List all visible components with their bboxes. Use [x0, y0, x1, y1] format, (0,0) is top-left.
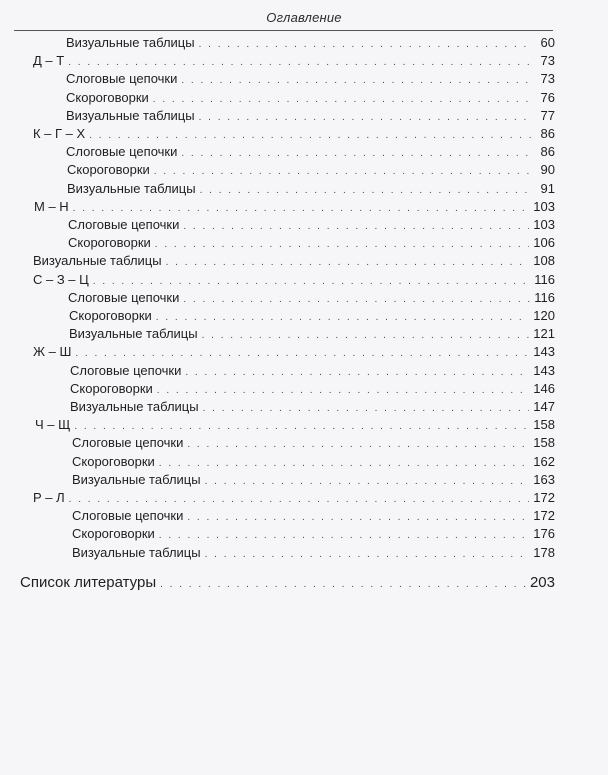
toc-page-number: 86: [540, 144, 555, 160]
toc-page-number: 76: [540, 89, 555, 105]
toc-page-number: 108: [533, 253, 555, 269]
toc-entry-label: Визуальные таблицы: [66, 107, 195, 123]
toc-entry-label: Скороговорки: [70, 380, 153, 396]
toc-entry-label: Слоговые цепочки: [68, 289, 180, 305]
toc-page-number: 103: [533, 198, 555, 214]
toc-entry-label: Визуальные таблицы: [33, 253, 162, 269]
running-header: Оглавление: [266, 10, 342, 25]
toc-entry-label: Р – Л: [33, 490, 65, 505]
toc-subsection: [69, 307, 555, 325]
toc-page-number: 106: [533, 235, 555, 251]
toc-subsection: [66, 89, 555, 107]
toc-section: [33, 489, 555, 507]
toc-page-number: 158: [533, 435, 555, 451]
toc-page-number: 176: [533, 526, 555, 542]
toc-entry-label: Визуальные таблицы: [72, 471, 201, 487]
toc-page-number: 73: [540, 53, 555, 69]
toc-entry-label: Скороговорки: [66, 89, 149, 105]
toc-entry-label: Визуальные таблицы: [69, 326, 198, 342]
toc-page-number: 91: [540, 180, 555, 196]
toc-subsection: [66, 143, 555, 161]
toc-page-number: 121: [533, 326, 555, 342]
toc-subsection: [68, 234, 555, 252]
toc-page-number: 158: [533, 417, 555, 433]
toc-page-number: 77: [540, 107, 555, 123]
toc-entry-label: С – З – Ц: [33, 271, 89, 287]
toc-section: [33, 125, 555, 143]
toc-page-number: 86: [540, 126, 555, 141]
toc-subsection: [72, 434, 555, 452]
toc-page-number: 147: [533, 399, 555, 414]
toc-page-number: 203: [529, 573, 555, 591]
toc-page-number: 60: [540, 35, 555, 50]
toc-section: [33, 52, 555, 70]
toc-page-number: 172: [533, 508, 555, 524]
toc-entry-label: Слоговые цепочки: [66, 71, 178, 87]
toc-entry-label: Д – Т: [33, 53, 65, 69]
toc-page-number: 143: [533, 344, 555, 360]
toc-entry-label: Слоговые цепочки: [70, 362, 182, 378]
toc-entry-label: Слоговые цепочки: [68, 217, 180, 232]
toc-entry-label: Скороговорки: [72, 453, 155, 469]
toc-subsection: [66, 70, 555, 88]
toc-subsection: [72, 471, 555, 489]
toc-entry-label: М – Н: [34, 198, 69, 214]
toc-subsection: [68, 216, 555, 234]
toc-subsection: [72, 525, 555, 543]
toc-section: [33, 252, 555, 270]
toc-entry-label: Визуальные таблицы: [67, 180, 196, 196]
toc-page-number: 163: [533, 471, 555, 487]
toc-page-number: 116: [534, 289, 555, 305]
toc-leader-dots: [205, 546, 530, 564]
toc-entry-label: Ж – Ш: [33, 344, 72, 360]
toc-entry-label: Ч – Щ: [35, 417, 71, 433]
toc-page-number: 103: [533, 217, 555, 232]
toc-entry-label: Визуальные таблицы: [70, 399, 199, 414]
toc-subsection: [72, 544, 555, 562]
toc-entry-label: Скороговорки: [72, 526, 155, 542]
header-rule: [14, 30, 553, 31]
toc-entry-label: К – Г – Х: [33, 126, 86, 141]
toc-subsection: [66, 34, 555, 52]
toc-subsection: [72, 453, 555, 471]
toc-subsection: [72, 507, 555, 525]
toc-entry-label: Слоговые цепочки: [72, 508, 184, 524]
toc-entry-label: Скороговорки: [67, 162, 150, 178]
toc-subsection: [69, 325, 555, 343]
toc-subsection: [67, 161, 555, 179]
toc-subsection: [70, 362, 555, 380]
toc-entry-label: Скороговорки: [68, 235, 151, 251]
toc-page-number: 120: [533, 308, 555, 323]
toc-page-number: 178: [533, 544, 555, 560]
toc-page-number: 116: [534, 271, 555, 287]
toc-subsection: [70, 380, 555, 398]
toc-bibliography: [20, 572, 555, 594]
toc-leader-dots: [160, 574, 526, 596]
toc-subsection: [66, 107, 555, 125]
toc-section: [34, 198, 555, 216]
toc-page-number: 90: [540, 162, 555, 178]
toc-subsection: [70, 398, 555, 416]
toc-entry-label: Слоговые цепочки: [72, 435, 184, 451]
toc-page-number: 73: [540, 71, 555, 87]
toc-section: [33, 271, 555, 289]
toc-subsection: [68, 289, 555, 307]
toc-subsection: [67, 180, 555, 198]
toc-page-number: 172: [533, 490, 555, 505]
toc-section: [33, 343, 555, 361]
toc-page-number: 162: [533, 453, 555, 469]
toc-entry-label: Список литературы: [20, 573, 157, 591]
toc-page-number: 143: [533, 362, 555, 378]
toc-entry-label: Визуальные таблицы: [66, 35, 195, 50]
toc-entry-label: Визуальные таблицы: [72, 544, 201, 560]
toc-entry-label: Скороговорки: [69, 308, 152, 323]
toc-section: [35, 416, 555, 434]
toc-entry-label: Слоговые цепочки: [66, 144, 178, 160]
toc-page-number: 146: [533, 380, 555, 396]
